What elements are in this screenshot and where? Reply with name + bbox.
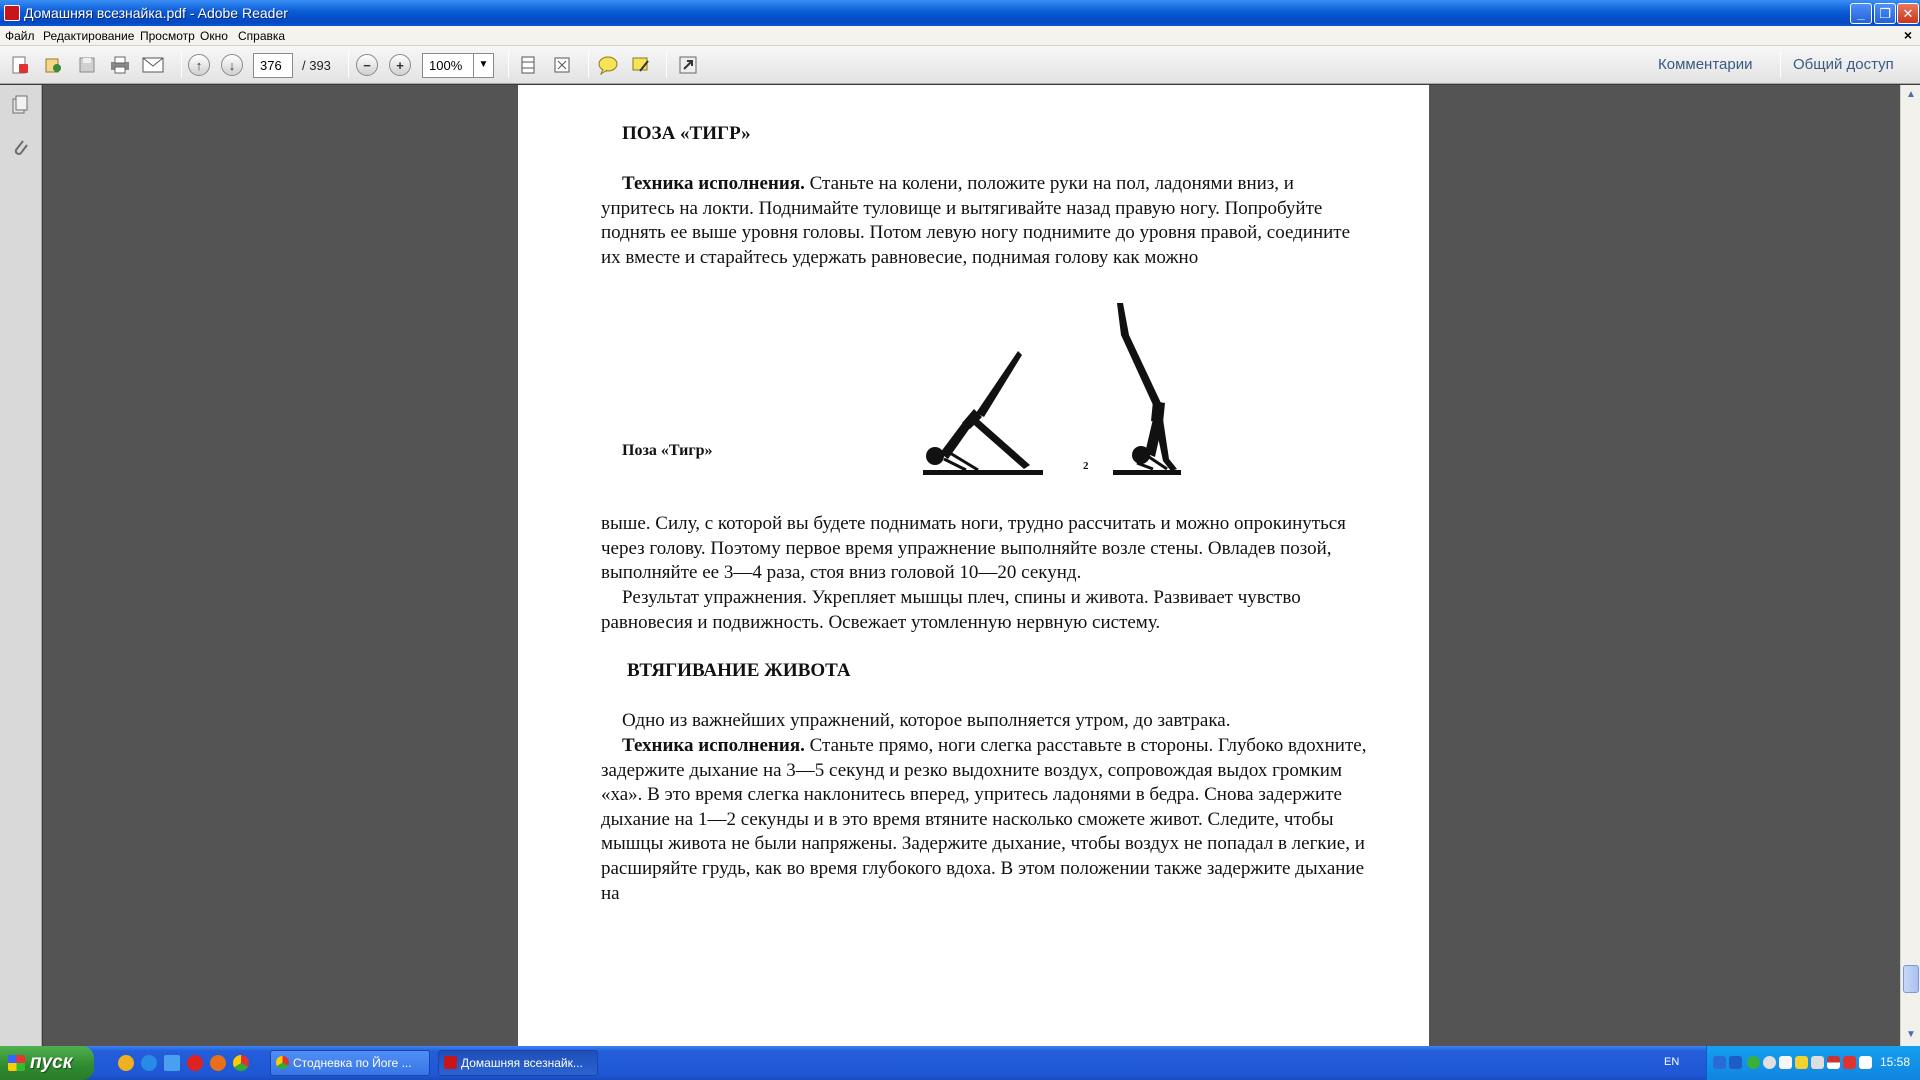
technique-text-2: Станьте прямо, ноги слегка расставьте в стороны. Глубоко вдохните, задержите дыхание на 3—5 секунд и резко выдохните воздух, сопровождая выдох громким «ха». В это время слегка наклонитесь вперед, упритесь ладонями в бедра. Снова задержите дыхание на 1—2 секунды и в это время втяните насколько сможете живот. Следите, чтобы мышцы живота не были напряжены. Задержите дыхание, чтобы воздух не попадал в легкие, и расширяйте грудь, как во время глубокого вдоха. В этом положении также задержите дыхание на: [601, 735, 1367, 904]
tray-display-icon[interactable]: [1859, 1056, 1872, 1069]
intro-text: Одно из важнейших упражнений, которое выполняется утром, до завтрака.: [622, 710, 1231, 731]
result-text: Результат упражнения. Укрепляет мышцы плеч, спины и живота. Развивает чувство равновесия и подвижность. Освежает утомленную нервную систему.: [601, 587, 1301, 633]
vertical-scrollbar[interactable]: [1900, 85, 1920, 1046]
window-title: Домашняя всезнайка.pdf - Adobe Reader: [24, 5, 288, 21]
print-icon[interactable]: [108, 54, 132, 76]
close-document-icon[interactable]: ×: [1903, 27, 1912, 43]
scroll-up-icon[interactable]: ▲: [1906, 89, 1916, 100]
start-label: пуск: [30, 1052, 73, 1073]
task-label-2: Домашняя всезнайк...: [461, 1056, 583, 1070]
menu-help[interactable]: Справка: [238, 29, 286, 43]
fit-width-icon[interactable]: [550, 54, 574, 76]
zoom-out-icon[interactable]: −: [356, 54, 378, 76]
quicklaunch-chrome-icon[interactable]: [233, 1055, 249, 1071]
previous-page-icon[interactable]: ↑: [188, 54, 210, 76]
navigation-pane: [0, 85, 42, 1046]
scroll-thumb[interactable]: [1903, 965, 1919, 993]
zoom-input[interactable]: [422, 53, 474, 78]
share-link[interactable]: Общий доступ: [1793, 56, 1894, 73]
tray-alert-icon[interactable]: [1843, 1056, 1856, 1069]
paragraph-technique-1: [601, 172, 1371, 270]
open-icon[interactable]: [41, 54, 65, 76]
pdf-page: [518, 85, 1429, 1046]
menu-bar: [0, 26, 1920, 46]
technique-label: Техника исполнения.: [622, 173, 805, 194]
windows-flag-icon: [8, 1055, 25, 1071]
page-number-input[interactable]: [253, 53, 293, 78]
start-button[interactable]: [0, 1046, 94, 1080]
paragraph-intro: [601, 709, 1371, 734]
taskbar: [0, 1046, 1920, 1080]
tray-status-icon[interactable]: [1747, 1056, 1760, 1069]
menu-window[interactable]: Окно: [200, 29, 228, 43]
system-tray: [1706, 1046, 1920, 1080]
paragraph-technique-2: [601, 734, 1371, 906]
heading-tiger-pose: ПОЗА «ТИГР»: [622, 123, 751, 144]
quicklaunch-app-icon[interactable]: [118, 1055, 134, 1071]
email-icon[interactable]: [141, 54, 165, 76]
tiger-pose-figure-1: [918, 313, 1098, 483]
paragraph-result: [601, 586, 1371, 635]
heading-stomach-vacuum: ВТЯГИВАНИЕ ЖИВОТА: [627, 660, 851, 681]
task-adobe-reader-window[interactable]: [438, 1050, 598, 1076]
menu-edit[interactable]: Редактирование: [43, 29, 135, 43]
highlight-icon[interactable]: [629, 54, 653, 76]
technique-label-2: Техника исполнения.: [622, 735, 805, 756]
comments-link[interactable]: Комментарии: [1658, 56, 1753, 73]
menu-file[interactable]: Файл: [5, 29, 35, 43]
scroll-down-icon[interactable]: ▼: [1906, 1029, 1916, 1040]
restore-button[interactable]: ❐: [1874, 3, 1896, 24]
create-pdf-icon[interactable]: [8, 54, 32, 76]
quicklaunch-firefox-icon[interactable]: [210, 1055, 226, 1071]
adobe-reader-icon: [4, 5, 20, 21]
toolbar: [0, 46, 1920, 84]
clock[interactable]: 15:58: [1879, 1055, 1910, 1069]
minimize-button[interactable]: _: [1850, 3, 1872, 24]
close-button[interactable]: ✕: [1897, 3, 1919, 24]
quicklaunch-ie-icon[interactable]: [141, 1055, 157, 1071]
menu-view[interactable]: Просмотр: [140, 29, 195, 43]
figure-caption: Поза «Тигр»: [622, 442, 713, 459]
title-bar: [0, 0, 1920, 26]
page-total: / 393: [302, 58, 331, 73]
fit-page-icon[interactable]: [516, 54, 540, 76]
save-icon[interactable]: [75, 54, 99, 76]
task-chrome-window[interactable]: [270, 1050, 430, 1076]
tiger-pose-figure-2: [1093, 295, 1233, 485]
expand-icon[interactable]: [676, 54, 700, 76]
zoom-dropdown-chevron-icon[interactable]: ▼: [473, 53, 494, 78]
quicklaunch-desktop-icon[interactable]: [164, 1055, 180, 1071]
paragraph-continuation: выше. Силу, с которой вы будете поднимать ноги, трудно рассчитать и можно опрокинуться через голову. Поэтому первое время упражнение выполняйте возле стены. Овладев позой, выполняйте ее 3—4 раза, стоя вниз головой 10—20 секунд.: [601, 513, 1346, 584]
tray-network-icon-2[interactable]: [1729, 1056, 1742, 1069]
language-indicator[interactable]: EN: [1664, 1056, 1680, 1068]
tray-chat-icon[interactable]: [1779, 1056, 1792, 1069]
document-area[interactable]: [43, 85, 1900, 1046]
next-page-icon[interactable]: ↓: [221, 54, 243, 76]
tray-flag-icon[interactable]: [1827, 1056, 1840, 1069]
task-label-1: Стодневка по Йоге ...: [293, 1056, 412, 1070]
tray-network-icon[interactable]: [1713, 1056, 1726, 1069]
zoom-in-icon[interactable]: +: [389, 54, 411, 76]
attachments-icon[interactable]: [9, 135, 31, 159]
figure-number: 2: [1083, 460, 1089, 472]
tray-volume-icon[interactable]: [1811, 1056, 1824, 1069]
tray-clock-app-icon[interactable]: [1763, 1056, 1776, 1069]
tray-folder-icon[interactable]: [1795, 1056, 1808, 1069]
quicklaunch-opera-icon[interactable]: [187, 1055, 203, 1071]
technique-text: Станьте на колени, положите руки на пол, ладонями вниз, и упритесь на локти. Поднимайте туловище и вытягивайте назад правую ногу. Попробуйте поднять ее выше уровня головы. Потом левую ногу поднимите до уровня правой, соедините их вместе и старайтесь удержать равновесие, поднимая голову как можно: [601, 173, 1351, 268]
comment-icon[interactable]: [596, 54, 620, 76]
pages-icon[interactable]: [9, 93, 31, 117]
